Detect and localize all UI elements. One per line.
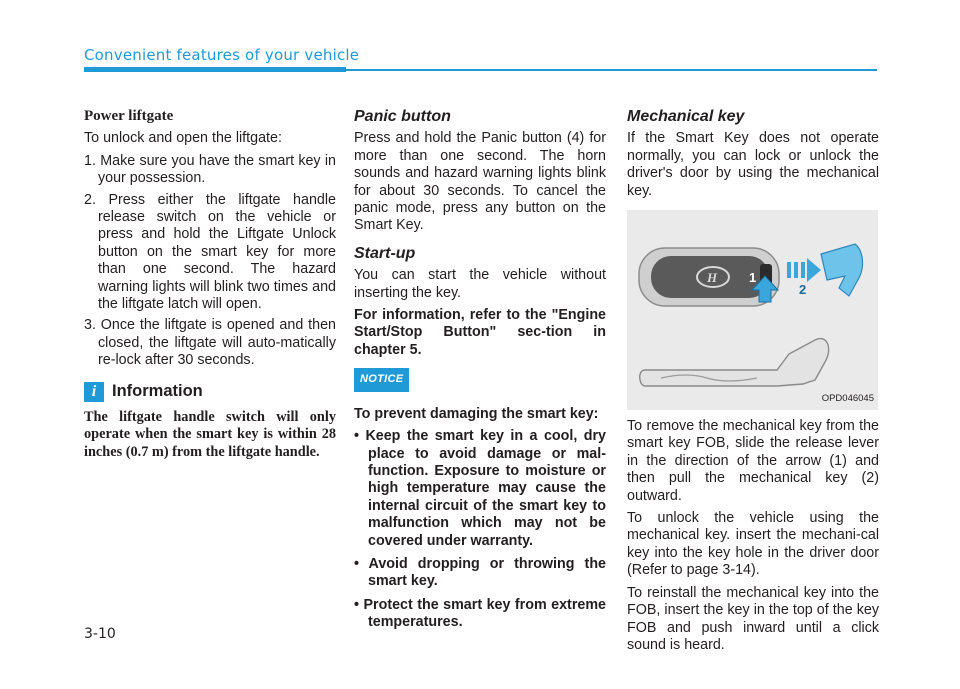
- notice-item: • Protect the smart key from extreme temperatures.: [354, 596, 606, 631]
- section-title: Convenient features of your vehicle: [84, 46, 360, 64]
- information-text: The liftgate handle switch will only operate when the smart key is within 28 inches (0.7 m) from the liftgate handle.: [84, 408, 336, 460]
- step-2: 2. Press either the liftgate handle release switch on the vehicle or press and hold the Liftgate Unlock button on the smart key for more than one second. The hazard warning lights will blink two times and the liftgate latch will open.: [84, 191, 336, 313]
- startup-reference: For information, refer to the "Engine Start/Stop Button" sec-tion in chapter 5.: [354, 307, 606, 358]
- page-number: 3-10: [84, 626, 116, 642]
- notice-item: • Keep the smart key in a cool, dry place to avoid damage or mal-function. Exposure to moisture or high temperature may cause the internal circuit of the smart key to malfunction which may not be covered under warranty.: [354, 428, 606, 549]
- mechanical-key-intro: If the Smart Key does not operate normally, you can lock or unlock the driver's door by using the mechanical key.: [627, 130, 879, 199]
- header-accent-bar: [84, 67, 346, 72]
- notice-intro: To prevent damaging the smart key:: [354, 405, 599, 422]
- info-icon: i: [84, 382, 104, 402]
- notice-item: • Avoid dropping or throwing the smart key.: [354, 555, 606, 590]
- remove-key-text: To remove the mechanical key from the smart key FOB, slide the release lever in the direction of the arrow (1) and then pull the mechanical key (2) outward.: [627, 418, 879, 504]
- step-3: 3. Once the liftgate is opened and then closed, the liftgate will auto-matically re-lock after 30 seconds.: [84, 317, 336, 369]
- startup-heading: Start-up: [354, 244, 416, 262]
- panic-button-heading: Panic button: [354, 108, 451, 125]
- header-rule: [346, 69, 877, 71]
- notice-list: [354, 428, 606, 631]
- key-figure: [627, 210, 878, 410]
- figure-code: OPD046045: [821, 392, 874, 404]
- liftgate-intro: To unlock and open the liftgate:: [84, 130, 282, 147]
- step-1: 1. Make sure you have the smart key in your possession.: [84, 152, 336, 187]
- unlock-text: To unlock the vehicle using the mechanical key. insert the mechani-cal key into the key hole in the driver door (Refer to page 3-14).: [627, 510, 879, 579]
- reinstall-text: To reinstall the mechanical key into the FOB, insert the key in the top of the key FOB and push inward until a click sound is heard.: [627, 584, 879, 653]
- column-middle: [354, 108, 606, 638]
- smart-key-illustration: [627, 210, 878, 410]
- information-header: [84, 382, 336, 402]
- information-title: Information: [112, 381, 203, 400]
- callout-2: 2: [799, 282, 807, 298]
- panic-text: Press and hold the Panic button (4) for more than one second. The horn sounds and hazard warning lights blink for about 30 seconds. To cancel the panic mode, press any button on the Smart Key.: [354, 130, 606, 234]
- startup-text: You can start the vehicle without inserting the key.: [354, 267, 606, 301]
- column-left: [84, 108, 336, 461]
- callout-1: 1: [749, 270, 757, 286]
- power-liftgate-heading: Power liftgate: [84, 108, 174, 124]
- svg-text:H: H: [707, 270, 718, 286]
- mechanical-key-icon: [640, 339, 829, 386]
- mechanical-key-heading: Mechanical key: [627, 108, 745, 125]
- column-right: [627, 108, 879, 659]
- notice-badge: NOTICE: [354, 368, 409, 391]
- liftgate-steps: [84, 153, 336, 370]
- pull-arrow-icon: [787, 258, 821, 282]
